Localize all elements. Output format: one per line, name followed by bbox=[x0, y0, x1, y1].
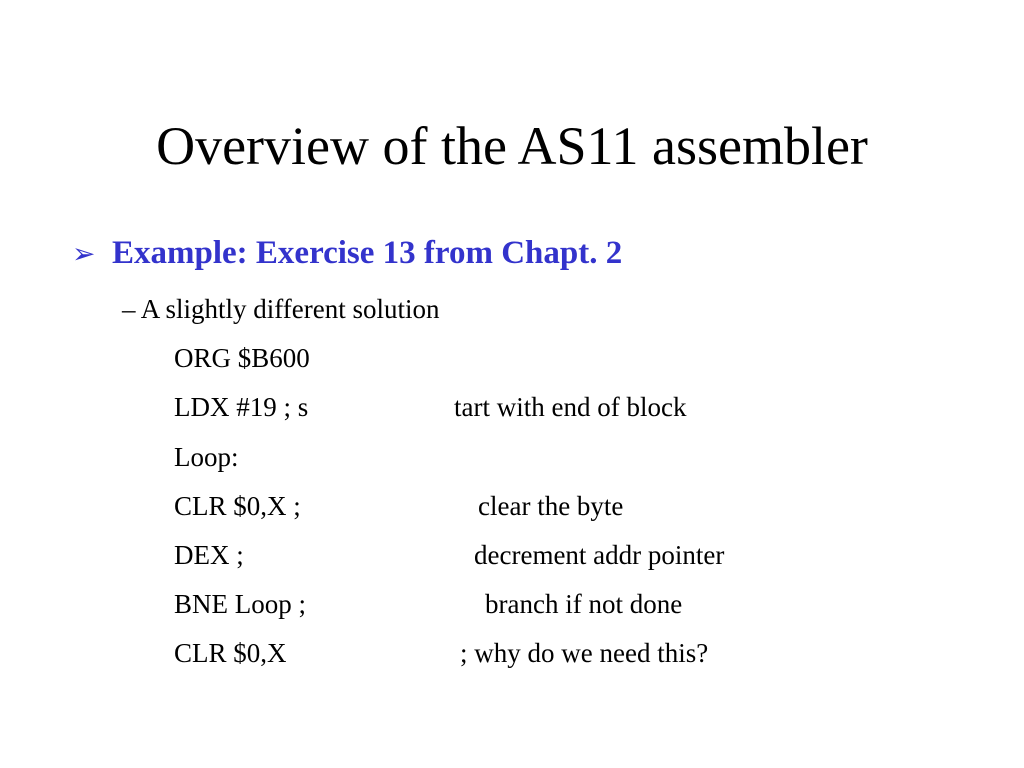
code-comment: ; why do we need this? bbox=[460, 638, 709, 668]
code-line bbox=[174, 487, 624, 525]
code-line bbox=[174, 339, 310, 377]
bullet-text: Example: Exercise 13 from Chapt. 2 bbox=[112, 235, 623, 271]
code-instruction: Loop: bbox=[174, 442, 239, 472]
code-instruction: CLR $0,X ; bbox=[174, 491, 301, 521]
code-line bbox=[174, 388, 687, 426]
code-line bbox=[174, 536, 725, 574]
code-instruction: ORG $B600 bbox=[174, 343, 310, 373]
code-line bbox=[174, 438, 239, 476]
code-instruction: DEX ; bbox=[174, 540, 244, 570]
sub-bullet: – A slightly different solution bbox=[122, 294, 440, 324]
code-comment: clear the byte bbox=[478, 491, 624, 521]
bullet-example bbox=[72, 230, 622, 277]
code-instruction: BNE Loop ; bbox=[174, 589, 306, 619]
slide-title: Overview of the AS11 assembler bbox=[156, 116, 868, 176]
code-comment: tart with end of block bbox=[454, 392, 687, 422]
code-comment: branch if not done bbox=[485, 589, 683, 619]
code-line bbox=[174, 585, 683, 623]
code-line bbox=[174, 634, 709, 672]
code-instruction: LDX #19 ; s bbox=[174, 392, 309, 422]
arrow-bullet-icon: ➢ bbox=[72, 237, 96, 270]
code-instruction: CLR $0,X bbox=[174, 638, 287, 668]
code-comment: decrement addr pointer bbox=[474, 540, 725, 570]
